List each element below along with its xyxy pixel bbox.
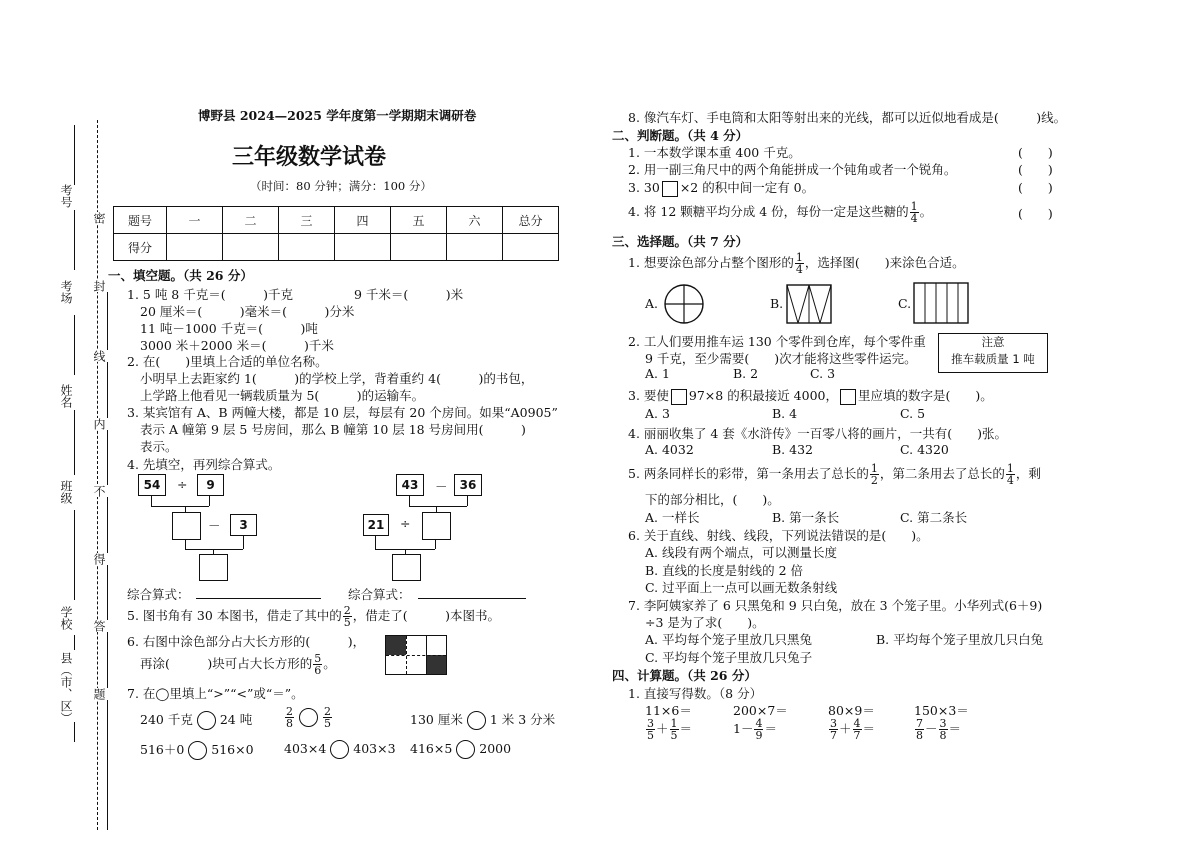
- compare-left: 130 厘米: [410, 712, 463, 727]
- q7-title: 7. 在◯里填上“>”“<”或“＝”。: [127, 686, 304, 701]
- number-box: 54: [138, 474, 166, 496]
- q7-row-1: [140, 710, 252, 730]
- connector-line: [185, 540, 186, 549]
- compare-circle[interactable]: [299, 708, 318, 727]
- score-table: [113, 206, 559, 261]
- choice-6-opt-c[interactable]: C. 过平面上一点可以画无数条射线: [645, 580, 838, 595]
- q5-text-b: ，借走了( )本图书。: [352, 608, 501, 623]
- number-box: 9: [197, 474, 224, 496]
- fraction: [870, 463, 879, 486]
- fraction: [915, 718, 924, 741]
- choice-5-opt-c[interactable]: C. 第二条长: [900, 510, 968, 525]
- exam-meta: （时间：80 分钟；满分：100 分）: [250, 179, 432, 193]
- choice-5-opt-a[interactable]: A. 一样长: [645, 510, 700, 525]
- connector-line: [151, 506, 209, 507]
- numerator: 4: [755, 717, 763, 730]
- fraction: [285, 706, 294, 729]
- field-label-school: 学校: [59, 606, 73, 630]
- option-a-circle-figure[interactable]: [663, 283, 705, 325]
- denominator: 7: [853, 729, 861, 742]
- grid-line: [386, 655, 446, 656]
- choice-7-opt-a[interactable]: A. 平均每个笼子里放几只黑兔: [645, 632, 812, 647]
- choice-1-text-b: ，选择图( )来涂色合适。: [804, 255, 965, 270]
- choice-3-text-a: 3. 要使: [628, 388, 669, 403]
- numerator: 5: [314, 652, 322, 665]
- number-box: 43: [396, 474, 424, 496]
- denominator: 6: [314, 664, 322, 677]
- notice-title: 注意: [981, 335, 1005, 349]
- numerator: 3: [647, 717, 654, 730]
- choice-3-text-c: 里应填的数字是( )。: [858, 388, 993, 403]
- fraction: [795, 252, 804, 275]
- choice-4-opt-a[interactable]: A. 4032: [645, 442, 694, 457]
- compare-circle[interactable]: [188, 741, 207, 760]
- connector-line: [375, 536, 376, 549]
- denominator: 9: [755, 729, 763, 742]
- option-c-rect-figure[interactable]: [913, 282, 969, 324]
- q7-row-1-length: [410, 710, 555, 730]
- choice-3-opt-a[interactable]: A. 3: [645, 406, 670, 421]
- numerator: 2: [323, 705, 331, 718]
- numerator: 7: [916, 717, 923, 730]
- fraction: [754, 718, 763, 741]
- answer-line[interactable]: [196, 598, 321, 599]
- denominator: 4: [1006, 474, 1014, 487]
- connector-line: [151, 496, 152, 506]
- seal-char: 不: [92, 485, 106, 497]
- compare-circle[interactable]: [467, 711, 486, 730]
- choice-5-opt-b[interactable]: B. 第一条长: [772, 510, 840, 525]
- option-b-label: B.: [770, 296, 784, 311]
- operator: ÷: [400, 516, 411, 531]
- denominator: 2: [870, 474, 878, 487]
- calc-item: 200×7＝: [733, 703, 788, 718]
- field-label-exam-room: 考场: [59, 280, 73, 304]
- choice-4-opt-c[interactable]: C. 4320: [900, 442, 949, 457]
- fraction: [670, 718, 679, 741]
- numerator: 2: [286, 705, 293, 718]
- q2-c: 上学路上他看见一辆载质量为 5( )的运输车。: [140, 388, 425, 403]
- fraction: [343, 605, 352, 628]
- table-row: [114, 207, 559, 234]
- judge-4: 4. 将 12 颗糖平均分成 4 份，每份一定是这些糖的 $\frac{1}{4}$ 。: [628, 200, 933, 225]
- answer-box[interactable]: [172, 512, 201, 540]
- choice-1-text-a: 1. 想要涂色部分占整个图形的: [628, 255, 794, 270]
- table-cell: 总分: [503, 207, 559, 234]
- notice-box: [938, 333, 1048, 373]
- compare-right: 2000: [479, 741, 512, 756]
- fraction: [1006, 463, 1015, 486]
- compare-right: 403×3: [353, 741, 396, 756]
- margin-line: [74, 410, 75, 475]
- table-row: [114, 234, 559, 261]
- equals: ＝: [764, 721, 777, 736]
- choice-7-opt-c[interactable]: C. 平均每个笼子里放几只兔子: [645, 650, 813, 665]
- table-cell: 五: [391, 207, 447, 234]
- margin-line: [74, 315, 75, 375]
- q5: [127, 605, 500, 628]
- choice-5-d: 下的部分相比，( )。: [645, 492, 780, 507]
- choice-5: [628, 463, 1041, 486]
- calc-fraction-4: [914, 718, 961, 741]
- calc-fraction-3: [828, 718, 875, 741]
- compare-circle[interactable]: [197, 711, 216, 730]
- margin-line: [74, 210, 75, 270]
- denominator: 8: [286, 717, 293, 730]
- connector-line: [409, 496, 410, 506]
- score-input-cell[interactable]: [447, 234, 503, 261]
- blank-box[interactable]: [662, 181, 678, 197]
- operator: ＋: [839, 721, 852, 736]
- connector-line: [409, 506, 467, 507]
- table-cell: 一: [167, 207, 223, 234]
- compare-left: 416×5: [410, 741, 453, 756]
- number-box: 3: [230, 514, 257, 536]
- equals: ＝: [948, 721, 962, 736]
- numerator: 2: [343, 604, 351, 617]
- judge-3-prefix: 3. 30: [628, 180, 660, 195]
- compare-right: 24 吨: [219, 712, 253, 727]
- table-cell: 三: [279, 207, 335, 234]
- choice-2-b: 9 千克，至少需要( )次才能将这些零件运完。: [645, 351, 917, 366]
- shaded-cell: [426, 655, 446, 674]
- judge-paren[interactable]: ( ): [1018, 180, 1053, 195]
- numerator: 3: [830, 717, 837, 730]
- number-box: 36: [454, 474, 482, 496]
- notice-body: 推车载质量 1 吨: [951, 352, 1035, 366]
- judge-2: 2. 用一副三角尺中的两个角能拼成一个钝角或者一个锐角。: [628, 162, 957, 177]
- q4-title: 4. 先填空，再列综合算式。: [127, 457, 281, 472]
- section-3-title: 三、选择题。（共 7 分）: [612, 234, 749, 249]
- answer-box[interactable]: [199, 554, 228, 581]
- choice-2-opt-b[interactable]: B. 2: [733, 366, 759, 381]
- calc-sub-title: 1. 直接写得数。（8 分）: [628, 686, 763, 701]
- choice-5-text-a: 5. 两条同样长的彩带，第一条用去了总长的: [628, 466, 869, 481]
- denominator: 5: [647, 729, 654, 742]
- judge-3: [628, 178, 814, 197]
- fraction: [313, 653, 322, 676]
- denominator: 8: [939, 729, 947, 742]
- table-cell: 得分: [114, 234, 167, 261]
- denominator: 5: [670, 729, 678, 742]
- numerator: 1: [870, 462, 878, 475]
- choice-3: [628, 386, 993, 405]
- section-2-title: 二、判断题。（共 4 分）: [612, 128, 749, 143]
- compare-right: 1 米 3 分米: [489, 712, 556, 727]
- judge-3-suffix: ×2 的积中间一定有 0。: [679, 180, 815, 195]
- seal-char: 密: [92, 212, 106, 224]
- operator: －: [435, 479, 448, 494]
- connector-line: [467, 496, 468, 506]
- seal-char: 得: [92, 553, 106, 565]
- choice-6: 6. 关于直线、射线、线段，下列说法错误的是( )。: [628, 528, 929, 543]
- q5-text-a: 5. 图书角有 30 本图书，借走了其中的: [127, 608, 342, 623]
- denominator: 8: [916, 729, 923, 742]
- field-label-county: 县（市、区）: [59, 652, 73, 724]
- denominator: 5: [323, 717, 331, 730]
- field-label-class: 班级: [59, 480, 73, 504]
- choice-7-b: ÷3 是为了求( )。: [645, 615, 765, 630]
- choice-6-opt-b[interactable]: B. 直线的长度是射线的 2 倍: [645, 563, 804, 578]
- choice-2-opt-c[interactable]: C. 3: [810, 366, 836, 381]
- score-input-cell[interactable]: [223, 234, 279, 261]
- connector-line: [435, 540, 436, 549]
- seal-char: 内: [92, 418, 106, 430]
- choice-5-text-b: ，第二条用去了总长的: [879, 466, 1005, 481]
- fraction: [939, 718, 948, 741]
- table-cell: 六: [447, 207, 503, 234]
- connector-line: [185, 549, 243, 550]
- numerator: 4: [853, 717, 861, 730]
- denominator: 4: [795, 263, 803, 276]
- blank-box[interactable]: [840, 389, 856, 405]
- judge-paren[interactable]: ( ): [1018, 206, 1053, 221]
- q6-a: 6. 右图中涂色部分占大长方形的( )，: [127, 634, 366, 649]
- field-label-exam-number: 考号: [59, 184, 73, 208]
- fraction: [853, 718, 862, 741]
- numerator: 1: [670, 717, 678, 730]
- section-1-title: 一、填空题。（共 26 分）: [108, 268, 253, 283]
- calc-item: 11×6＝: [645, 703, 692, 718]
- score-input-cell[interactable]: [167, 234, 223, 261]
- fraction: [646, 718, 655, 741]
- q1-c: 20 厘米＝( )毫米＝( )分米: [140, 304, 355, 319]
- fraction: [829, 718, 838, 741]
- judge-paren[interactable]: ( ): [1018, 145, 1053, 160]
- q3-a: 3. 某宾馆有 A、B 两幢大楼，都是 10 层，每层有 20 个房间。如果“A0905”: [127, 405, 558, 420]
- equals: ＝: [862, 721, 876, 736]
- connector-line: [209, 496, 210, 506]
- q4-right-diagram: [360, 472, 490, 582]
- q3-b: 表示 A 幢第 9 层 5 号房间，那么 B 幢第 10 层 18 号房间用( ): [140, 422, 526, 437]
- table-cell: 题号: [114, 207, 167, 234]
- calc-item: 80×9＝: [828, 703, 875, 718]
- number-box: 21: [363, 514, 389, 536]
- operator: ÷: [177, 477, 188, 492]
- seal-char: 答: [92, 620, 106, 632]
- table-cell: 四: [335, 207, 391, 234]
- q7-row-1-fractions: [284, 706, 333, 729]
- score-input-cell[interactable]: [391, 234, 447, 261]
- judge-4-text: 4. 将 12 颗糖平均分成 4 份，每份一定是这些糖的: [628, 204, 909, 219]
- choice-3-opt-b[interactable]: B. 4: [772, 406, 798, 421]
- margin-line: [74, 125, 75, 185]
- blank-box[interactable]: [671, 389, 687, 405]
- compare-left: 240 千克: [140, 712, 193, 727]
- choice-4-opt-b[interactable]: B. 432: [772, 442, 813, 457]
- q6-text-b: 再涂( )块可占大长方形的: [140, 656, 313, 671]
- score-input-cell[interactable]: [335, 234, 391, 261]
- calc-fraction-1: [645, 718, 692, 741]
- equals: ＝: [679, 721, 693, 736]
- margin-line: [74, 722, 75, 742]
- numerator: 1: [910, 200, 918, 213]
- q4-formula-left: 综合算式：: [127, 587, 190, 602]
- q6-text-c: 。: [323, 656, 336, 671]
- choice-4: 4. 丽丽收集了 4 套《水浒传》一百零八将的画片，一共有( )张。: [628, 426, 1008, 441]
- choice-2-a: 2. 工人们要用推车运 130 个零件到仓库，每个零件重: [628, 334, 926, 349]
- compare-circle[interactable]: [456, 740, 475, 759]
- operator: －: [925, 721, 938, 736]
- compare-left: 516＋0: [140, 742, 185, 757]
- numerator: 3: [939, 717, 947, 730]
- choice-5-text-c: ，剩: [1015, 466, 1041, 481]
- q1-a: 1. 5 吨 8 千克＝( )千克: [127, 287, 293, 302]
- q4-formula-right: 综合算式：: [348, 587, 411, 602]
- q3-c: 表示。: [140, 439, 178, 454]
- q8: 8. 像汽车灯、手电筒和太阳等射出来的光线，都可以近似地看成是( )线。: [628, 110, 1067, 125]
- margin-line: [74, 510, 75, 600]
- choice-1: [628, 252, 965, 275]
- numerator: 1: [795, 251, 803, 264]
- answer-line[interactable]: [418, 598, 526, 599]
- exam-subtitle: 博野县 2024—2025 学年度第一学期期末调研卷: [198, 108, 477, 123]
- option-a-label: A.: [645, 296, 659, 311]
- q6-grid-figure: [385, 635, 447, 675]
- seal-char: 封: [92, 280, 106, 292]
- operator: －: [208, 518, 221, 533]
- fraction: [323, 706, 332, 729]
- score-input-cell[interactable]: [503, 234, 559, 261]
- q7-row-2-right: [410, 740, 511, 759]
- q6-b: [140, 653, 336, 676]
- answer-box[interactable]: [392, 554, 421, 581]
- margin-line: [74, 635, 75, 650]
- section-4-title: 四、计算题。（共 26 分）: [612, 668, 757, 683]
- exam-title: 三年级数学试卷: [232, 144, 387, 170]
- choice-7-opt-b[interactable]: B. 平均每个笼子里放几只白兔: [876, 632, 1044, 647]
- binding-dashed-line: [97, 120, 98, 830]
- choice-2-opt-a[interactable]: A. 1: [645, 366, 670, 381]
- q7-row-2-mid: [284, 740, 396, 759]
- compare-circle[interactable]: [330, 740, 349, 759]
- numerator: 1: [1006, 462, 1014, 475]
- field-label-name: 姓名: [59, 384, 73, 408]
- q4-left-diagram: [135, 472, 285, 582]
- denominator: 4: [910, 212, 918, 225]
- calc-fraction-2: [733, 718, 777, 741]
- denominator: 5: [343, 616, 351, 629]
- q7-row-2: [140, 740, 254, 760]
- choice-3-opt-c[interactable]: C. 5: [900, 406, 926, 421]
- q2-a: 2. 在( )里填上合适的单位名称。: [127, 354, 328, 369]
- q1-d: 11 吨－1000 千克＝( )吨: [140, 321, 318, 336]
- q1-b: 9 千米＝( )米: [354, 287, 464, 302]
- score-input-cell[interactable]: [279, 234, 335, 261]
- q2-b: 小明早上去距家约 1( )的学校上学，背着重约 4( )的书包，: [140, 371, 534, 386]
- table-cell: 二: [223, 207, 279, 234]
- choice-6-opt-a[interactable]: A. 线段有两个端点，可以测量长度: [645, 545, 837, 560]
- choice-7-a: 7. 李阿姨家养了 6 只黑兔和 9 只白兔，放在 3 个笼子里。小华列式(6＋9): [628, 598, 1043, 613]
- calc-item: 150×3＝: [914, 703, 969, 718]
- option-c-label: C.: [898, 296, 912, 311]
- fraction: [910, 201, 919, 224]
- judge-1: 1. 一本数学课本重 400 千克。: [628, 145, 801, 160]
- choice-3-text-b: 97×8 的积最接近 4000，: [688, 388, 838, 403]
- operator: ＋: [656, 721, 669, 736]
- answer-box[interactable]: [422, 512, 451, 540]
- judge-paren[interactable]: ( ): [1018, 162, 1053, 177]
- seal-char: 题: [92, 688, 106, 700]
- denominator: 7: [830, 729, 837, 742]
- shaded-cell: [386, 636, 406, 655]
- connector-line: [243, 536, 244, 549]
- seal-char: 线: [92, 350, 106, 362]
- operand: 1－: [733, 721, 754, 736]
- option-b-rect-figure[interactable]: [786, 284, 832, 324]
- compare-left: 403×4: [284, 741, 327, 756]
- q1-e: 3000 米＋2000 米＝( )千米: [140, 338, 334, 353]
- compare-right: 516×0: [211, 742, 254, 757]
